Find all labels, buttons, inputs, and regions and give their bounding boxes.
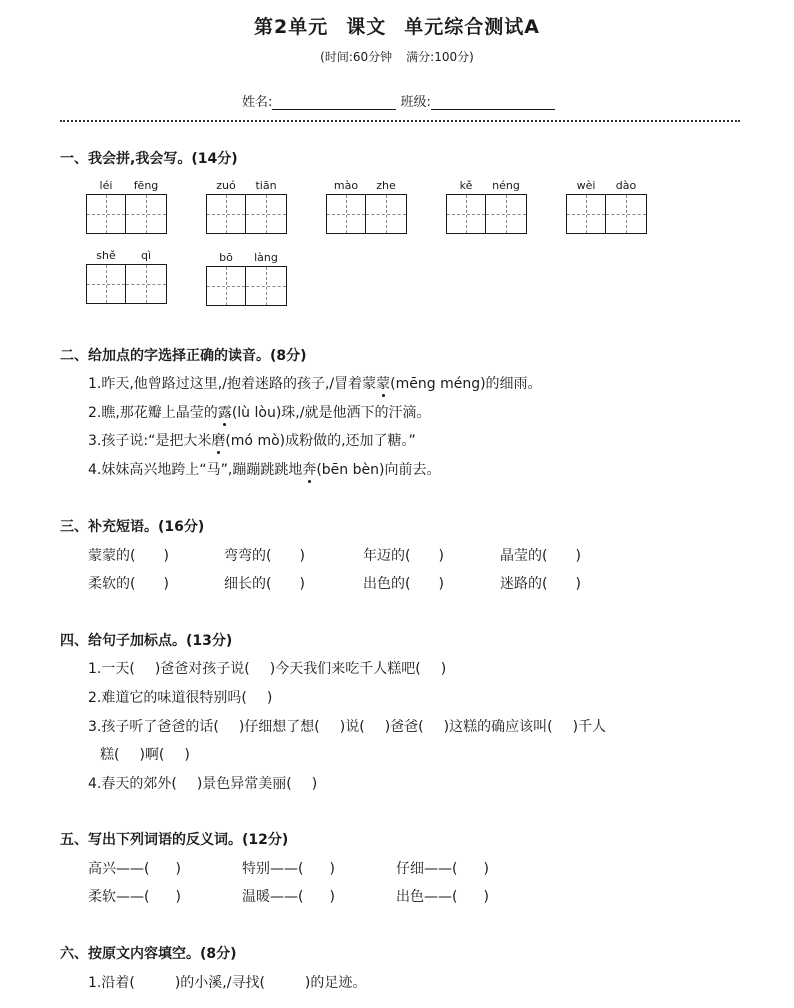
pinyin: mào — [333, 179, 359, 192]
pinyin: qì — [140, 249, 152, 262]
title-unit: 第2单元 — [254, 16, 329, 38]
phrase-item: 弯弯的( ) — [224, 548, 305, 564]
question-6-1: 1.沿着( )的小溪,/寻找( )的足迹。 — [88, 975, 367, 991]
section5-title: 五、写出下列词语的反义词。(12分) — [60, 832, 289, 848]
question-2-1: 1.昨天,他曾路过这里,/抱着迷路的孩子,/冒着蒙蒙(mēng méng)的细雨。 — [88, 376, 542, 392]
antonym-item: 出色——( ) — [396, 889, 489, 905]
pinyin: néng — [492, 179, 520, 192]
antonym-item: 柔软——( ) — [88, 889, 181, 905]
pinyin: làng — [254, 251, 278, 264]
writing-box[interactable] — [86, 264, 126, 304]
page-title — [0, 12, 794, 39]
writing-box[interactable] — [206, 194, 246, 234]
question-2-3: 3.孩子说:“是把大米磨(mó mò)成粉做的,还加了糖。” — [88, 433, 416, 449]
phrase-item: 柔软的( ) — [88, 576, 169, 592]
phrase-item: 迷路的( ) — [500, 576, 581, 592]
question-4-3-cont: 糕( )啊( ) — [100, 747, 190, 763]
writing-box[interactable] — [126, 264, 167, 304]
pinyin: wèi — [576, 179, 596, 192]
pinyin: dào — [615, 179, 637, 192]
writing-box[interactable] — [446, 194, 486, 234]
question-2-2: 2.瞧,那花瓣上晶莹的露(lù lòu)珠,/就是他洒下的汗滴。 — [88, 405, 431, 421]
phrase-item: 年迈的( ) — [363, 548, 444, 564]
dotted-char: 磨 — [211, 433, 226, 449]
pinyin: zhe — [376, 179, 396, 192]
title-test: 单元综合测试A — [404, 16, 540, 38]
question-4-2: 2.难道它的味道很特别吗( ) — [88, 690, 273, 706]
writing-box[interactable] — [86, 194, 126, 234]
dotted-char: 奔 — [302, 462, 317, 478]
pinyin: léi — [99, 179, 113, 192]
writing-box[interactable] — [566, 194, 606, 234]
pinyin: bō — [219, 251, 233, 264]
question-4-1: 1.一天( )爸爸对孩子说( )今天我们来吃千人糕吧( ) — [88, 661, 447, 677]
section4-title: 四、给句子加标点。(13分) — [60, 633, 233, 649]
divider — [60, 120, 740, 122]
pinyin: zuó — [216, 179, 236, 192]
writing-box[interactable] — [246, 194, 287, 234]
writing-box[interactable] — [366, 194, 407, 234]
antonym-item: 特别——( ) — [242, 861, 335, 877]
name-field[interactable] — [272, 95, 396, 110]
section3-title: 三、补充短语。(16分) — [60, 519, 205, 535]
antonym-item: 高兴——( ) — [88, 861, 181, 877]
question-4-3: 3.孩子听了爸爸的话( )仔细想了想( )说( )爸爸( )这糕的确应该叫( )千人 — [88, 719, 607, 735]
title-lesson: 课文 — [346, 16, 387, 38]
section2-title: 二、给加点的字选择正确的读音。(8分) — [60, 348, 307, 364]
phrase-item: 蒙蒙的( ) — [88, 548, 169, 564]
pinyin: tiān — [255, 179, 277, 192]
class-label: 班级: — [400, 95, 431, 110]
full-score: 满分:100分) — [406, 50, 474, 64]
phrase-item: 细长的( ) — [224, 576, 305, 592]
antonym-item: 温暖——( ) — [242, 889, 335, 905]
pinyin: fēng — [133, 179, 159, 192]
name-label: 姓名: — [242, 95, 273, 110]
section6-title: 六、按原文内容填空。(8分) — [60, 946, 237, 962]
question-2-4: 4.妹妹高兴地跨上“马”,蹦蹦跳跳地奔(bēn bèn)向前去。 — [88, 462, 441, 478]
question-4-4: 4.春天的郊外( )景色异常美丽( ) — [88, 776, 318, 792]
phrase-item: 出色的( ) — [363, 576, 444, 592]
pinyin: shě — [96, 249, 116, 262]
writing-box[interactable] — [206, 266, 246, 306]
student-info-row — [242, 91, 555, 110]
dotted-char: 露 — [217, 405, 232, 421]
time-limit: (时间:60分钟 — [320, 50, 393, 64]
writing-box[interactable] — [126, 194, 167, 234]
antonym-item: 仔细——( ) — [396, 861, 489, 877]
writing-box[interactable] — [246, 266, 287, 306]
pinyin: kě — [459, 179, 473, 192]
class-field[interactable] — [431, 95, 555, 110]
writing-box[interactable] — [326, 194, 366, 234]
test-info — [0, 48, 794, 65]
phrase-item: 晶莹的( ) — [500, 548, 581, 564]
writing-box[interactable] — [486, 194, 527, 234]
writing-box[interactable] — [606, 194, 647, 234]
dotted-char: 蒙 — [376, 376, 391, 392]
section1-title: 一、我会拼,我会写。(14分) — [60, 151, 238, 167]
